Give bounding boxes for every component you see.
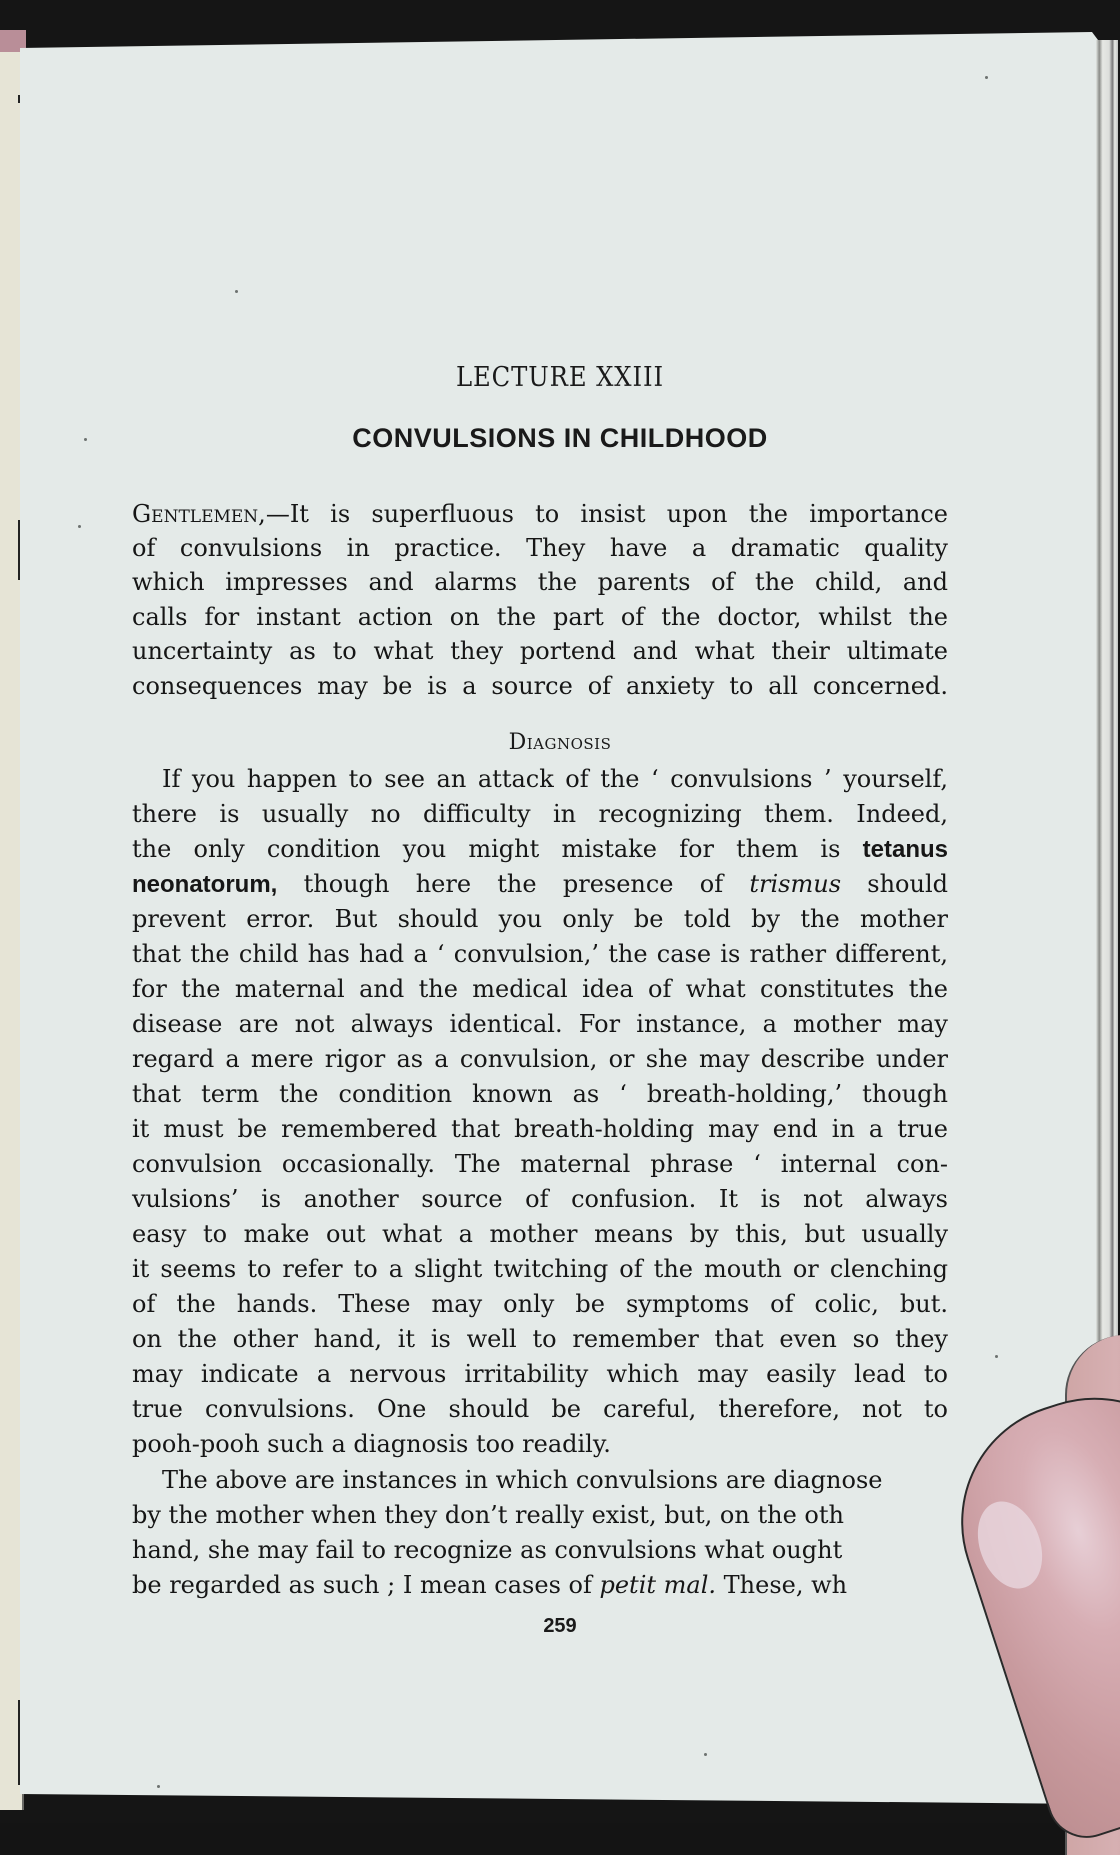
text-span: These, wh bbox=[716, 1571, 848, 1599]
text-line: that term the condition known as ‘ breath-holding,’ though bbox=[132, 1080, 948, 1108]
text-span: the only condition you might mistake for them is bbox=[132, 835, 863, 863]
gutter-mark bbox=[18, 95, 20, 103]
text-span: though here the presence of bbox=[277, 870, 750, 898]
text-line bbox=[132, 832, 948, 866]
text-line: of convulsions in practice. They have a dramatic quality bbox=[132, 534, 948, 562]
text-span: be regarded as such ; I mean cases of bbox=[132, 1571, 600, 1599]
text-line: convulsion occasionally. The maternal phrase ‘ internal con- bbox=[132, 1150, 948, 1178]
paper-speck bbox=[985, 76, 988, 79]
text-line: If you happen to see an attack of the ‘ convulsions ’ yourself, bbox=[162, 765, 948, 793]
lecture-number: LECTURE XXIII bbox=[455, 362, 665, 393]
text-line: it seems to refer to a slight twitching of the mouth or clenching bbox=[132, 1255, 948, 1283]
text-line: prevent error. But should you only be told by the mother bbox=[132, 905, 948, 933]
italic-term: trismus bbox=[749, 870, 842, 898]
text-line: for the maternal and the medical idea of what constitutes the bbox=[132, 975, 948, 1003]
salutation: Gentlemen, bbox=[132, 500, 266, 528]
gutter-mark bbox=[18, 520, 20, 580]
bold-term: neonatorum, bbox=[132, 871, 278, 898]
text-line: which impresses and alarms the parents of the child, and bbox=[132, 568, 948, 596]
text-line: regard a mere rigor as a convulsion, or she may describe under bbox=[132, 1045, 948, 1073]
text-line: on the other hand, it is well to remember that even so they bbox=[132, 1325, 948, 1353]
text-line bbox=[132, 1568, 948, 1602]
text-line bbox=[132, 867, 948, 901]
paper-speck bbox=[704, 1753, 707, 1756]
text-line: of the hands. These may only be symptoms of colic, but. bbox=[132, 1290, 948, 1318]
text-line: pooh-pooh such a diagnosis too readily. bbox=[132, 1430, 611, 1458]
text-line: The above are instances in which convulsions are diagnose bbox=[162, 1466, 883, 1494]
text-line: vulsions’ is another source of confusion. It is not always bbox=[132, 1185, 948, 1213]
text-line: may indicate a nervous irritability which may easily lead to bbox=[132, 1360, 948, 1388]
gutter-mark bbox=[18, 1700, 20, 1785]
text-line: by the mother when they don’t really exist, but, on the oth bbox=[132, 1501, 844, 1529]
text-span: should bbox=[841, 870, 948, 898]
section-heading: Diagnosis bbox=[508, 730, 612, 755]
text-line: uncertainty as to what they portend and what their ultimate bbox=[132, 637, 948, 665]
bold-term: tetanus bbox=[862, 836, 948, 863]
text-line: calls for instant action on the part of the doctor, whilst the bbox=[132, 603, 948, 631]
text-line: true convulsions. One should be careful, therefore, not to bbox=[132, 1395, 948, 1423]
text-line: consequences may be is a source of anxiety to all concerned. bbox=[132, 672, 948, 700]
text-line: there is usually no difficulty in recognizing them. Indeed, bbox=[132, 800, 948, 828]
chapter-title: CONVULSIONS IN CHILDHOOD bbox=[352, 423, 768, 453]
text-line: easy to make out what a mother means by this, but usually bbox=[132, 1220, 948, 1248]
paper-speck bbox=[995, 1355, 998, 1358]
page-number: 259 bbox=[543, 1615, 577, 1637]
text-line: hand, she may fail to recognize as convulsions what ought bbox=[132, 1536, 843, 1564]
text-span: —It is superfluous to insist upon the importance bbox=[265, 500, 948, 528]
text-line: disease are not always identical. For instance, a mother may bbox=[132, 1010, 948, 1038]
text-line: that the child has had a ‘ convulsion,’ the case is rather different, bbox=[132, 940, 948, 968]
paper-speck bbox=[157, 1785, 160, 1788]
text-line: it must be remembered that breath-holding may end in a true bbox=[132, 1115, 948, 1143]
text-line bbox=[132, 497, 948, 531]
italic-term: petit mal. bbox=[599, 1571, 717, 1599]
paper-speck bbox=[78, 525, 81, 528]
paper-speck bbox=[235, 290, 238, 293]
